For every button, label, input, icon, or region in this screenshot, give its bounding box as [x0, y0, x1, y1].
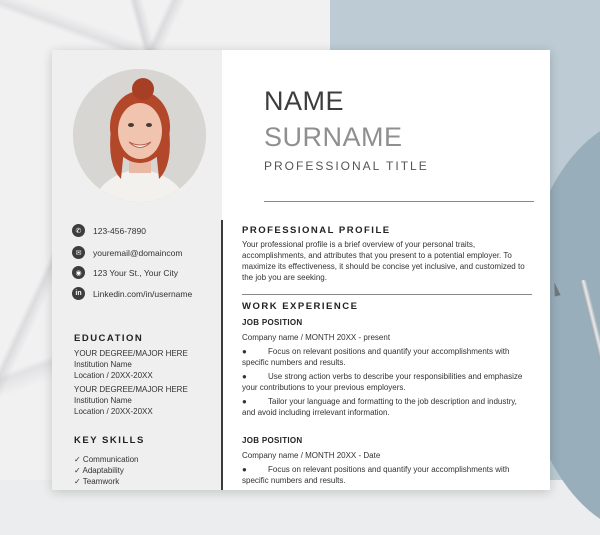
- contact-phone: [72, 224, 146, 237]
- education-heading: EDUCATION: [74, 333, 144, 344]
- education-details: Location / 20XX-20XX: [74, 371, 153, 380]
- job-bullet: [242, 346, 532, 368]
- bullet-dot: ●: [242, 347, 247, 356]
- education-entry: [74, 348, 188, 381]
- job-position: JOB POSITION: [242, 318, 303, 327]
- location-pin-icon: ◉: [72, 266, 85, 279]
- job-bullet: [242, 464, 532, 486]
- profile-heading: PROFESSIONAL PROFILE: [242, 225, 391, 236]
- professional-title: PROFESSIONAL TITLE: [264, 159, 429, 173]
- experience-heading: WORK EXPERIENCE: [242, 301, 359, 312]
- bullet-dot: ●: [242, 397, 247, 406]
- email-icon: ✉: [72, 246, 85, 259]
- job-company: Company name / MONTH 20XX - Date: [242, 451, 381, 460]
- resume-name: NAME: [264, 86, 345, 116]
- skill-item: ✓ Teamwork: [74, 477, 120, 486]
- bullet-text: Tailor your language and formatting to the job description and industry, and avoid including irrelevant information.: [242, 397, 517, 417]
- profile-photo: [73, 69, 206, 202]
- job-bullet: [242, 371, 532, 393]
- bullet-dot: ●: [242, 465, 247, 474]
- skill-item: ✓ Communication: [74, 455, 139, 464]
- contact-linkedin: [72, 287, 192, 300]
- contact-email: [72, 246, 182, 259]
- bullet-dot: ●: [242, 372, 247, 381]
- skill-item: ✓ Adaptability: [74, 466, 124, 475]
- linkedin-icon: in: [72, 287, 85, 300]
- skills-list: [74, 454, 139, 487]
- education-institution: Institution Name: [74, 396, 132, 405]
- resume-surname: SURNAME: [264, 122, 403, 152]
- job-company: Company name / MONTH 20XX - present: [242, 333, 391, 342]
- contact-address: [72, 266, 178, 279]
- linkedin-text: Linkedin.com/in/username: [93, 288, 193, 299]
- column-divider: [221, 220, 223, 490]
- skills-heading: KEY SKILLS: [74, 435, 145, 446]
- bullet-text: Focus on relevant positions and quantify your accomplishments with specific numbers and results.: [242, 465, 510, 485]
- resume-page: [52, 50, 550, 490]
- header-divider: [264, 201, 534, 202]
- bullet-text: Focus on relevant positions and quantify your accomplishments with specific numbers and results.: [242, 347, 510, 367]
- education-institution: Institution Name: [74, 360, 132, 369]
- phone-text: 123-456-7890: [93, 225, 146, 236]
- section-divider: [242, 294, 532, 295]
- education-details: Location / 20XX-20XX: [74, 407, 153, 416]
- education-entry: [74, 384, 188, 417]
- job-position: JOB POSITION: [242, 436, 303, 445]
- profile-text: Your professional profile is a brief overview of your personal traits, accomplishments, and attributes that you present to a potential employer. To maximize its effectiveness, it should be concise yet inclusive, and customized to the job you are seeking.: [242, 240, 525, 282]
- address-text: 123 Your St., Your City: [93, 267, 179, 278]
- email-text: youremail@domaincom: [93, 247, 183, 258]
- education-degree: YOUR DEGREE/MAJOR HERE: [74, 385, 188, 394]
- education-degree: YOUR DEGREE/MAJOR HERE: [74, 349, 188, 358]
- job-bullet: [242, 396, 532, 418]
- phone-icon: ✆: [72, 224, 85, 237]
- bullet-text: Use strong action verbs to describe your responsibilities and emphasize your contributions to your previous employers.: [242, 372, 523, 392]
